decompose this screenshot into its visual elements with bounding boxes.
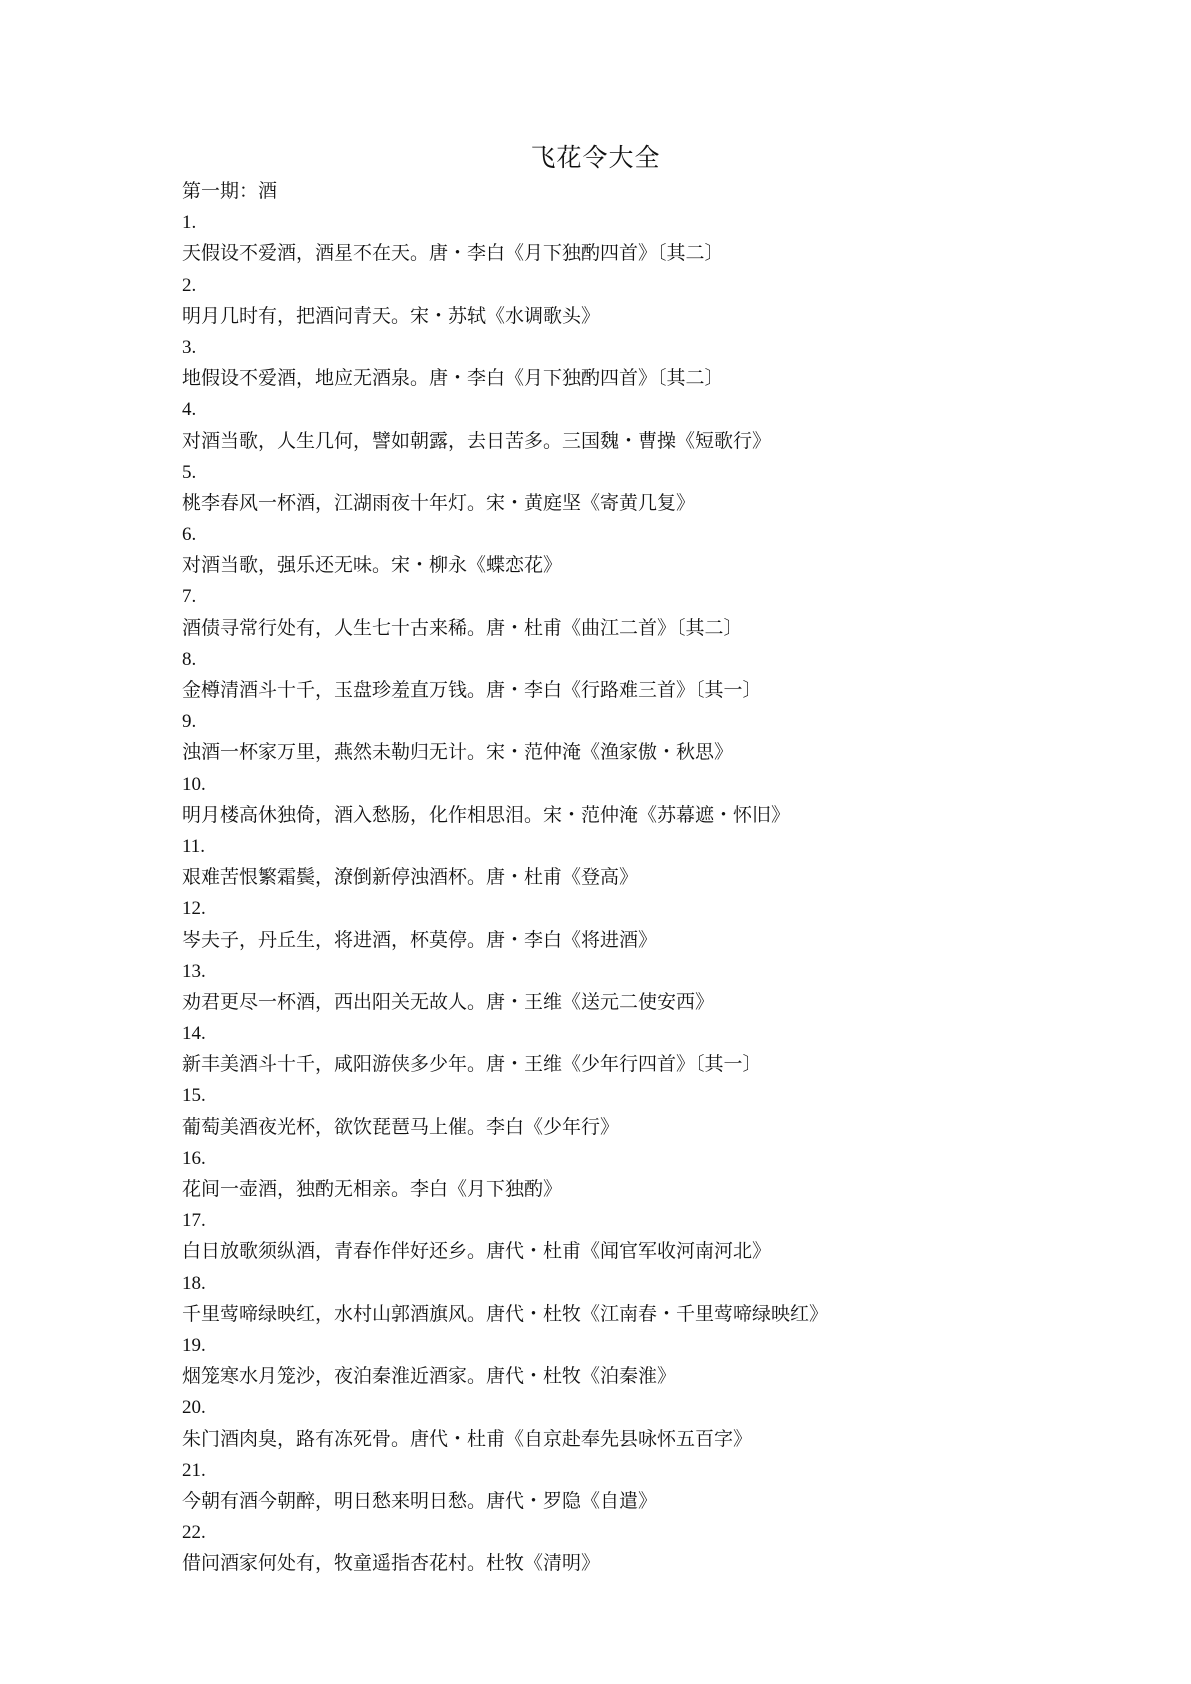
entry-number: 15. bbox=[182, 1085, 206, 1107]
entry-verse: 天假设不爱酒，酒星不在天。唐・李白《月下独酌四首》〔其二〕 bbox=[182, 242, 724, 265]
entry-verse: 劝君更尽一杯酒，西出阳关无故人。唐・王维《送元二使安西》 bbox=[182, 990, 715, 1013]
entry-number: 8. bbox=[182, 648, 197, 670]
entry-number: 2. bbox=[182, 274, 197, 296]
entry-number: 10. bbox=[182, 773, 206, 795]
entry-verse: 明月楼高休独倚，酒入愁肠，化作相思泪。宋・范仲淹《苏幕遮・怀旧》 bbox=[182, 803, 791, 826]
entry-verse: 明月几时有，把酒问青天。宋・苏轼《水调歌头》 bbox=[182, 304, 601, 327]
page-title: 飞花令大全 bbox=[530, 143, 661, 172]
entry-verse: 浊酒一杯家万里，燕然未勒归无计。宋・范仲淹《渔家傲・秋思》 bbox=[182, 741, 734, 764]
entry-number: 12. bbox=[182, 898, 206, 920]
entry-number: 7. bbox=[182, 586, 197, 608]
entry-verse: 地假设不爱酒，地应无酒泉。唐・李白《月下独酌四首》〔其二〕 bbox=[182, 367, 724, 390]
entry-number: 5. bbox=[182, 461, 197, 483]
entry-verse: 千里莺啼绿映红，水村山郭酒旗风。唐代・杜牧《江南春・千里莺啼绿映红》 bbox=[182, 1302, 829, 1325]
entry-number: 21. bbox=[182, 1459, 206, 1481]
entry-number: 9. bbox=[182, 711, 197, 733]
entry-verse: 对酒当歌，人生几何，譬如朝露，去日苦多。三国魏・曹操《短歌行》 bbox=[182, 429, 772, 452]
entry-number: 19. bbox=[182, 1334, 206, 1356]
entry-number: 17. bbox=[182, 1210, 206, 1232]
entry-verse: 金樽清酒斗十千，玉盘珍羞直万钱。唐・李白《行路难三首》〔其一〕 bbox=[182, 679, 762, 701]
entry-number: 6. bbox=[182, 524, 197, 546]
entry-number: 16. bbox=[182, 1147, 206, 1169]
entry-verse: 桃李春风一杯酒，江湖雨夜十年灯。宋・黄庭坚《寄黄几复》 bbox=[182, 491, 696, 514]
entry-number: 13. bbox=[182, 960, 206, 982]
entry-number: 14. bbox=[182, 1023, 206, 1045]
entry-verse: 借问酒家何处有，牧童遥指杏花村。杜牧《清明》 bbox=[182, 1552, 601, 1575]
entry-number: 22. bbox=[182, 1522, 206, 1544]
entry-verse: 岑夫子，丹丘生，将进酒，杯莫停。唐・李白《将进酒》 bbox=[182, 928, 658, 951]
entry-list bbox=[182, 207, 1042, 1579]
entry-number: 18. bbox=[182, 1272, 206, 1294]
entry-verse: 朱门酒肉臭，路有冻死骨。唐代・杜甫《自京赴奉先县咏怀五百字》 bbox=[182, 1427, 753, 1450]
section-heading: 第一期：酒 bbox=[182, 180, 278, 202]
entry-number: 20. bbox=[182, 1397, 206, 1419]
document-body bbox=[182, 176, 1042, 1579]
entry-verse: 葡萄美酒夜光杯，欲饮琵琶马上催。李白《少年行》 bbox=[182, 1115, 620, 1138]
entry-verse: 艰难苦恨繁霜鬓，潦倒新停浊酒杯。唐・杜甫《登高》 bbox=[182, 866, 639, 889]
entry-number: 1. bbox=[182, 212, 197, 234]
entry-number: 11. bbox=[182, 835, 206, 857]
entry-verse: 烟笼寒水月笼沙，夜泊秦淮近酒家。唐代・杜牧《泊秦淮》 bbox=[182, 1365, 677, 1388]
entry-verse: 花间一壶酒，独酌无相亲。李白《月下独酌》 bbox=[182, 1178, 563, 1200]
entry-number: 3. bbox=[182, 336, 197, 358]
entry-verse: 对酒当歌，强乐还无味。宋・柳永《蝶恋花》 bbox=[182, 554, 563, 577]
entry-number: 4. bbox=[182, 399, 197, 421]
entry-verse: 白日放歌须纵酒，青春作伴好还乡。唐代・杜甫《闻官军收河南河北》 bbox=[182, 1240, 772, 1263]
entry-verse: 新丰美酒斗十千，咸阳游侠多少年。唐・王维《少年行四首》〔其一〕 bbox=[182, 1053, 762, 1076]
entry-verse: 酒债寻常行处有，人生七十古来稀。唐・杜甫《曲江二首》〔其二〕 bbox=[182, 616, 743, 639]
entry-verse: 今朝有酒今朝醉，明日愁来明日愁。唐代・罗隐《自遣》 bbox=[182, 1489, 658, 1512]
